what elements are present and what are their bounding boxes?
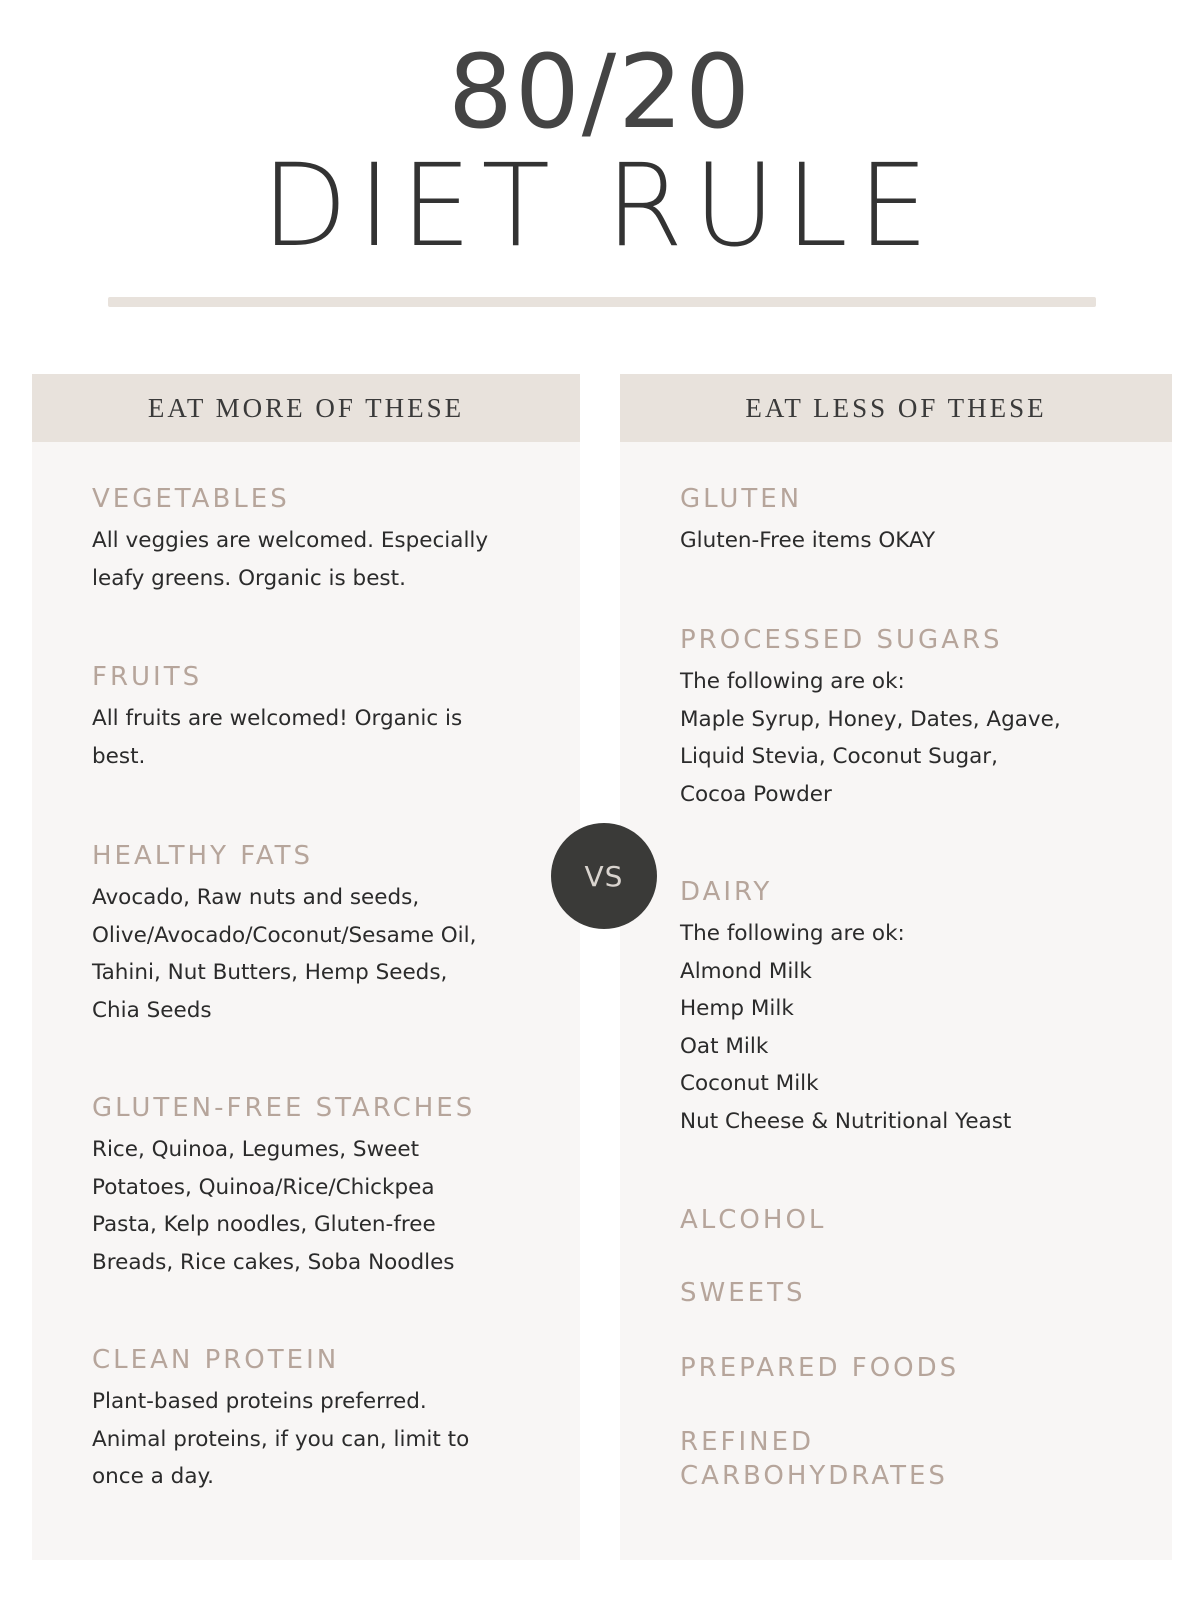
eat-less-column (620, 374, 1172, 1560)
section-refined-carbohydrates (680, 1425, 1152, 1493)
section-body: All fruits are welcomed! Organic is best. (92, 706, 463, 769)
section-body: The following are ok: Almond Milk Hemp Milk Oat Milk Coconut Milk Nut Cheese & Nutritional Yeast (680, 921, 1012, 1134)
section-title: GLUTEN (680, 484, 803, 514)
eat-less-header: EAT LESS OF THESE (620, 374, 1172, 442)
section-dairy (680, 875, 1152, 1140)
section-healthy-fats (92, 839, 560, 1029)
title-line-2: DIET RULE (261, 139, 939, 273)
section-title: DAIRY (680, 877, 773, 907)
section-title: VEGETABLES (92, 484, 290, 514)
section-title: GLUTEN-FREE STARCHES (92, 1093, 476, 1123)
section-vegetables (92, 482, 560, 597)
section-fruits (92, 660, 560, 775)
section-body: Avocado, Raw nuts and seeds, Olive/Avocado/Coconut/Sesame Oil, Tahini, Nut Butters, Hemp Seeds, Chia Seeds (92, 885, 477, 1023)
section-title: FRUITS (92, 662, 203, 692)
section-body: Rice, Quinoa, Legumes, Sweet Potatoes, Quinoa/Rice/Chickpea Pasta, Kelp noodles, Gluten-free Breads, Rice cakes, Soba Noodles (92, 1137, 455, 1275)
section-processed-sugars (680, 623, 1152, 813)
section-body: All veggies are welcomed. Especially leafy greens. Organic is best. (92, 528, 489, 591)
eat-more-column (32, 374, 580, 1560)
section-clean-protein (92, 1343, 560, 1496)
section-title: PROCESSED SUGARS (680, 625, 1003, 655)
section-prepared-foods (680, 1351, 1152, 1385)
section-title: SWEETS (680, 1278, 806, 1308)
section-title: REFINED CARBOHYDRATES (680, 1427, 948, 1491)
eat-more-header: EAT MORE OF THESE (32, 374, 580, 442)
divider (108, 297, 1096, 307)
section-sweets (680, 1276, 1152, 1310)
section-body: The following are ok: Maple Syrup, Honey, Dates, Agave, Liquid Stevia, Coconut Sugar, Cocoa Powder (680, 669, 1061, 807)
vs-badge: VS (551, 823, 657, 929)
section-alcohol (680, 1203, 1152, 1237)
section-gluten-free-starches (92, 1091, 560, 1281)
section-title: HEALTHY FATS (92, 841, 313, 871)
section-body: Plant-based proteins preferred. Animal proteins, if you can, limit to once a day. (92, 1389, 470, 1489)
section-body: Gluten-Free items OKAY (680, 528, 936, 553)
section-gluten (680, 482, 1152, 560)
section-title: CLEAN PROTEIN (92, 1345, 340, 1375)
section-title: ALCOHOL (680, 1205, 827, 1235)
title-line-1: 80/20 (448, 33, 752, 152)
section-title: PREPARED FOODS (680, 1353, 960, 1383)
